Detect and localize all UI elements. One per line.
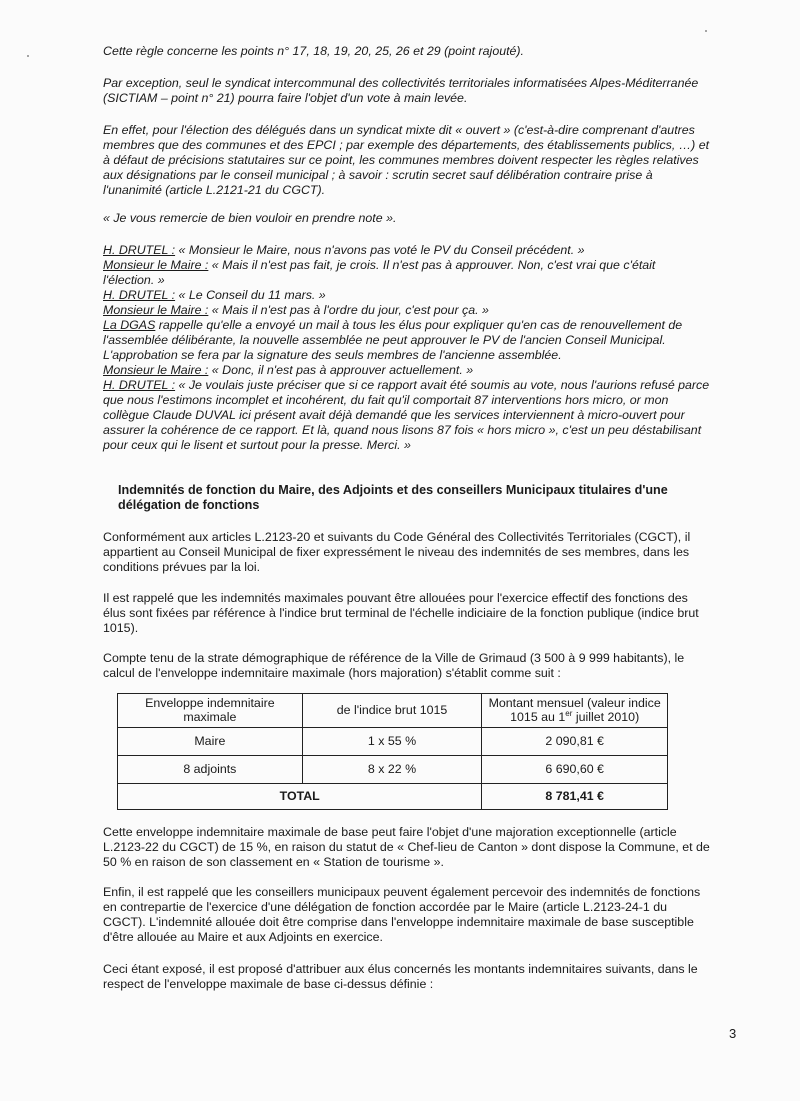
- speaker-name: H. DRUTEL :: [103, 378, 176, 392]
- indemnity-table: [117, 693, 668, 810]
- paragraph-enfin: [103, 885, 746, 945]
- speaker-name: Monsieur le Maire :: [103, 363, 209, 377]
- table-header-cell: Montant mensuel (valeur indice 1015 au 1er juillet 2010): [482, 694, 668, 728]
- dialogue-line: H. DRUTEL : « Monsieur le Maire, nous n'avons pas voté le PV du Conseil précédent. »: [103, 243, 585, 257]
- dialogue-line: H. DRUTEL : « Je voulais juste préciser que si ce rapport avait été soumis au vote, nous l'aurions refusé parce: [103, 378, 710, 392]
- table-header-row: [118, 694, 668, 728]
- table-row: [118, 756, 668, 784]
- table-total-label: TOTAL: [118, 784, 482, 810]
- speaker-name: H. DRUTEL :: [103, 288, 176, 302]
- table-cell: 2 090,81 €: [482, 728, 668, 756]
- text-line: appartient au Conseil Municipal de fixer expressément le niveau des indemnités de ses membres, dans les: [103, 545, 690, 559]
- text-line: aux désignations par le conseil municipal ; à savoir : scrutin secret sauf délibération contraire prise à: [103, 168, 653, 182]
- text-line: Par exception, seul le syndicat intercommunal des collectivités territoriales informatisées Alpes-Méditerranée: [103, 76, 699, 90]
- speaker-name: Monsieur le Maire :: [103, 258, 209, 272]
- page-number: 3: [729, 1026, 737, 1041]
- text-line: 1015).: [103, 621, 139, 635]
- table-total-value: 8 781,41 €: [482, 784, 668, 810]
- dialogue-line: que nous l'estimons incomplet et incohérent, du fait qu'il comportait 87 interventions hors micro, or mon: [103, 393, 669, 407]
- dialogue-line: assurer la cohérence de ce rapport. Et là, quand nous lisons 87 fois « hors micro », c'est un peu déstabilisant: [103, 423, 702, 437]
- text-line: En effet, pour l'élection des délégués dans un syndicat mixte dit « ouvert » (c'est-à-dire comprenant d'autres: [103, 123, 695, 137]
- table-total-row: [118, 784, 668, 810]
- title-line: Indemnités de fonction du Maire, des Adjoints et des conseillers Municipaux titulaires d'une: [118, 483, 668, 497]
- text-line: Enfin, il est rappelé que les conseillers municipaux peuvent également percevoir des indemnités de fonctions: [103, 885, 701, 899]
- paragraph-compte: [103, 651, 746, 681]
- dialogue-block: [103, 243, 746, 453]
- dialogue-line: collègue Claude DUVAL ici présent avait déjà demandé que les services interviennent à micro-ouvert pour: [103, 408, 685, 422]
- text-line: Cette enveloppe indemnitaire maximale de base peut faire l'objet d'une majoration exceptionnelle (article: [103, 825, 677, 839]
- text-line: membres que des communes et des EPCI ; par exemple des départements, des établissements publics, …) et: [103, 138, 710, 152]
- text-line: L.2123-22 du CGCT) de 15 %, en raison du statut de « Chef-lieu de Canton » dont dispose la Commune, et de: [103, 840, 710, 854]
- dialogue-line: Monsieur le Maire : « Donc, il n'est pas à approuver actuellement. »: [103, 363, 474, 377]
- text-line: (SICTIAM – point n° 21) pourra faire l'objet d'un vote à main levée.: [103, 91, 468, 105]
- text-line: Ceci étant exposé, il est proposé d'attribuer aux élus concernés les montants indemnitaires suivants, dans le: [103, 962, 698, 976]
- table-cell: 1 x 55 %: [302, 728, 482, 756]
- paragraph-effet: [103, 123, 746, 198]
- dialogue-line: H. DRUTEL : « Le Conseil du 11 mars. »: [103, 288, 326, 302]
- table-header-cell: Enveloppe indemnitaire maximale: [118, 694, 303, 728]
- table-cell: 6 690,60 €: [482, 756, 668, 784]
- paragraph-exception: [103, 76, 746, 106]
- paragraph-remercie: « Je vous remercie de bien vouloir en prendre note ».: [103, 211, 397, 225]
- text-line: à défaut de précisions statutaires sur ce point, les communes membres doivent respecter les règles relatives: [103, 153, 699, 167]
- text-line: conditions prévues par la loi.: [103, 560, 261, 574]
- speaker-name: H. DRUTEL :: [103, 243, 176, 257]
- paragraph-rappele: [103, 591, 746, 636]
- dialogue-line: L'approbation se fera par la signature des seuls membres de l'ancienne assemblée.: [103, 348, 562, 362]
- paragraph-conformement: [103, 530, 746, 575]
- text-line: Conformément aux articles L.2123-20 et suivants du Code Général des Collectivités Territoriales (CGCT), il: [103, 530, 691, 544]
- table-header-cell: de l'indice brut 1015: [302, 694, 482, 728]
- text-line: respect de l'enveloppe maximale de base ci-dessus définie :: [103, 977, 434, 991]
- text-line: en contrepartie de l'exercice d'une délégation de fonction accordée par le Maire (article L.2123-24-1 du: [103, 900, 668, 914]
- dialogue-line: l'élection. »: [103, 273, 165, 287]
- text-line: d'être allouée au Maire et aux Adjoints en exercice.: [103, 930, 383, 944]
- text-line: élus sont fixées par référence à l'indice brut terminal de l'échelle indiciaire de la fonction publique (indice brut: [103, 606, 699, 620]
- paragraph-ceci: [103, 962, 746, 992]
- speaker-name: La DGAS: [103, 318, 156, 332]
- dialogue-line: Monsieur le Maire : « Mais il n'est pas fait, je crois. Il n'est pas à approuver. Non, c'est vrai que c'était: [103, 258, 656, 272]
- text-line: Il est rappelé que les indemnités maximales pouvant être allouées pour l'exercice effectif des fonctions des: [103, 591, 688, 605]
- text-line: l'unanimité (article L.2121-21 du CGCT).: [103, 183, 326, 197]
- table-cell: 8 x 22 %: [302, 756, 482, 784]
- text-line: Compte tenu de la strate démographique de référence de la Ville de Grimaud (3 500 à 9 999 habitants), le: [103, 651, 685, 665]
- table-cell: 8 adjoints: [118, 756, 303, 784]
- speaker-name: Monsieur le Maire :: [103, 303, 209, 317]
- table-cell: Maire: [118, 728, 303, 756]
- dialogue-line: l'assemblée délibérante, la nouvelle assemblée ne peut approuver le PV de l'ancien Conseil Municipal.: [103, 333, 666, 347]
- scan-speck: [27, 55, 29, 57]
- scan-speck: [705, 30, 707, 32]
- dialogue-line: La DGAS rappelle qu'elle a envoyé un mail à tous les élus pour expliquer qu'en cas de renouvellement de: [103, 318, 683, 332]
- dialogue-line: Monsieur le Maire : « Mais il n'est pas à l'ordre du jour, c'est pour ça. »: [103, 303, 489, 317]
- text-line: 50 % en raison de son classement en « Station de tourisme ».: [103, 855, 444, 869]
- section-title: [118, 483, 758, 513]
- dialogue-line: pour ceux qui le lisent et surtout pour la presse. Merci. »: [103, 438, 411, 452]
- text-line: CGCT). L'indemnité allouée doit être comprise dans l'enveloppe indemnitaire maximale de base susceptible: [103, 915, 694, 929]
- paragraph-majoration: [103, 825, 746, 870]
- table-row: [118, 728, 668, 756]
- text-line: calcul de l'enveloppe indemnitaire maximale (hors majoration) s'établit comme suit :: [103, 666, 561, 680]
- paragraph-points: Cette règle concerne les points n° 17, 18, 19, 20, 25, 26 et 29 (point rajouté).: [103, 44, 524, 58]
- title-line: délégation de fonctions: [118, 498, 260, 512]
